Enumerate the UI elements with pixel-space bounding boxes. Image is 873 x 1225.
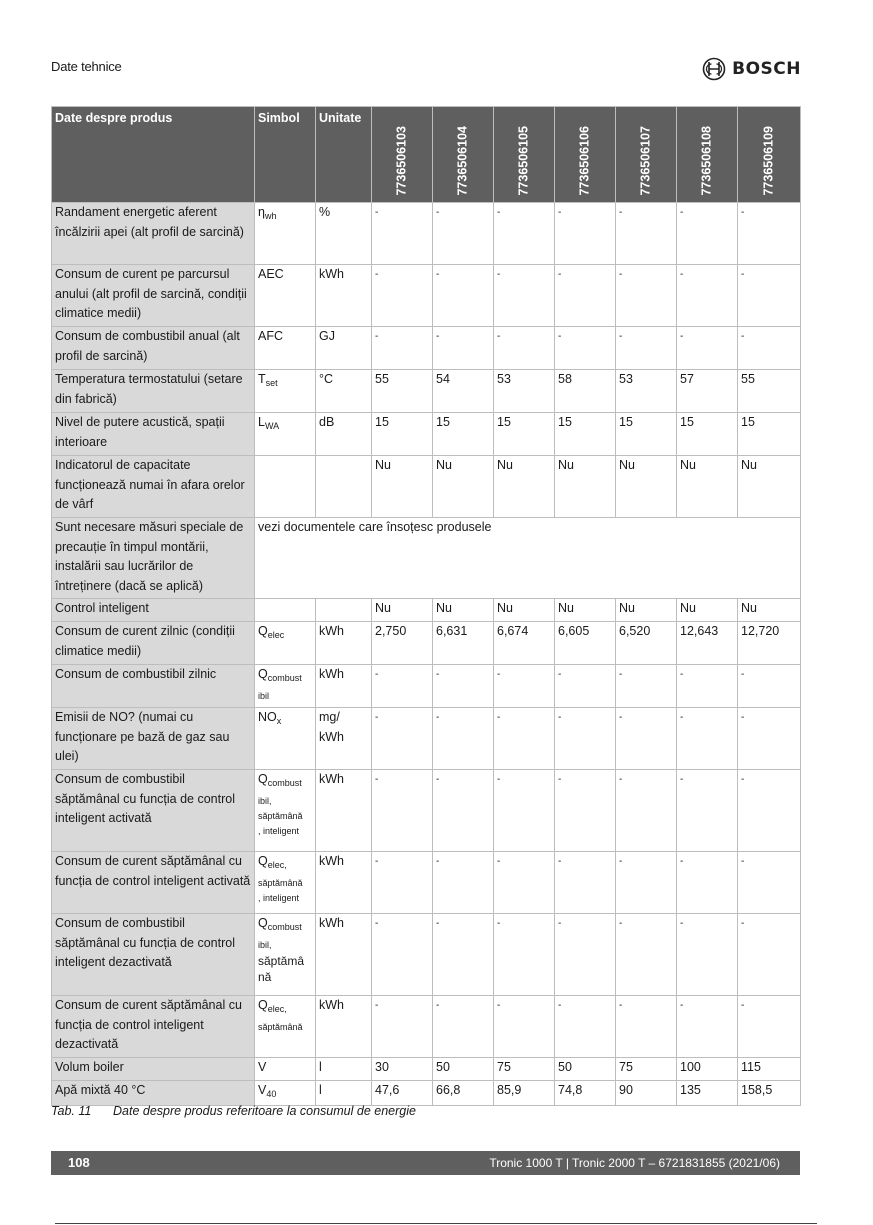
row-symbol [255,327,316,370]
table-row [52,327,801,370]
value-cell: 6,605 [555,622,616,665]
row-label: Consum de curent pe parcursul anului (alt profil de sarcină, condiții climatice medii) [52,265,255,327]
header-model: 7736506107 [616,107,677,203]
value-cell: 85,9 [494,1081,555,1106]
header-model: 7736506108 [677,107,738,203]
value-cell: - [433,914,494,996]
value-cell: - [433,665,494,708]
symbol-subscript: elec, [267,1004,287,1014]
section-title: Date tehnice [51,59,122,74]
header-model: 7736506106 [555,107,616,203]
table-caption [51,1104,416,1118]
value-cell: Nu [616,456,677,518]
value-cell: - [555,996,616,1058]
table-row [52,203,801,265]
symbol-subscript: elec, [267,860,287,870]
table-row [52,518,801,599]
table-row [52,265,801,327]
row-unit: mg/ kWh [316,708,372,770]
value-cell: - [738,265,801,327]
row-symbol [255,622,316,665]
symbol-subscript-line: săptămână [258,1021,303,1032]
value-cell: - [555,665,616,708]
table-row [52,914,801,996]
symbol-subscript: combust [267,673,302,683]
symbol-subscript: WA [264,421,280,431]
row-symbol [255,265,316,327]
value-cell: 55 [372,370,433,413]
value-cell: 74,8 [555,1081,616,1106]
value-cell: - [433,265,494,327]
row-unit: l [316,1058,372,1081]
row-unit: kWh [316,914,372,996]
value-cell: - [433,852,494,914]
symbol-subscript: x [276,716,282,726]
value-cell: - [555,203,616,265]
symbol-main: T [258,372,266,386]
table-row [52,456,801,518]
value-cell: - [372,265,433,327]
value-cell: - [555,327,616,370]
value-cell: Nu [433,456,494,518]
symbol-main: AEC [258,267,284,281]
symbol-main: L [258,415,265,429]
symbol-main: AFC [258,329,283,343]
value-cell: - [372,203,433,265]
value-cell: - [433,327,494,370]
table-row [52,665,801,708]
value-cell: Nu [372,456,433,518]
page-number: 108 [68,1155,90,1170]
value-cell: - [372,914,433,996]
value-cell: 50 [555,1058,616,1081]
symbol-subscript-line: , inteligent [258,825,300,836]
value-cell: Nu [677,456,738,518]
value-cell: 135 [677,1081,738,1106]
row-label: Randament energetic aferent încălzirii apei (alt profil de sarcină) [52,203,255,265]
table-row [52,599,801,622]
table-row [52,413,801,456]
table-row [52,770,801,852]
value-cell: - [738,770,801,852]
value-cell: 2,750 [372,622,433,665]
brand-name: BOSCH [732,59,801,79]
row-label: Consum de combustibil zilnic [52,665,255,708]
table-row [52,1058,801,1081]
table-row [52,852,801,914]
value-cell: - [555,265,616,327]
value-cell: - [738,996,801,1058]
symbol-main: Q [258,998,268,1012]
value-cell: - [494,327,555,370]
row-label: Sunt necesare măsuri speciale de precauție în timpul montării, instalării sau lucrărilor de întreținere (dacă se aplică) [52,518,255,599]
symbol-main: η [258,205,265,219]
row-symbol [255,852,316,914]
value-cell: - [555,852,616,914]
page-header [51,56,801,82]
symbol-subscript: set [265,378,278,388]
value-cell: - [494,203,555,265]
value-cell: - [372,708,433,770]
document-reference: Tronic 1000 T | Tronic 2000 T – 6721831855 (2021/06) [489,1156,780,1170]
symbol-subscript-line: , inteligent [258,892,300,903]
value-cell: - [616,996,677,1058]
value-cell: 58 [555,370,616,413]
row-symbol [255,996,316,1058]
row-label: Temperatura termostatului (setare din fabrică) [52,370,255,413]
value-cell: - [738,914,801,996]
row-unit: dB [316,413,372,456]
value-cell: 30 [372,1058,433,1081]
row-symbol [255,203,316,265]
value-cell: - [494,852,555,914]
row-unit: kWh [316,622,372,665]
row-symbol [255,456,316,518]
symbol-subscript-line: săptămâ [258,953,305,968]
value-cell: - [738,708,801,770]
value-cell: Nu [555,456,616,518]
row-unit: kWh [316,852,372,914]
value-cell: - [677,203,738,265]
value-cell: 75 [494,1058,555,1081]
value-cell: Nu [677,599,738,622]
value-cell: - [494,996,555,1058]
row-symbol [255,370,316,413]
symbol-subscript-line: ibil, [258,939,272,950]
value-cell: - [372,770,433,852]
value-cell: 53 [616,370,677,413]
value-cell: 115 [738,1058,801,1081]
row-label: Control inteligent [52,599,255,622]
row-label: Nivel de putere acustică, spații interioare [52,413,255,456]
value-cell: Nu [616,599,677,622]
value-cell: - [616,665,677,708]
value-cell: 12,643 [677,622,738,665]
row-label: Emisii de NO? (numai cu funcționare pe bază de gaz sau ulei) [52,708,255,770]
row-symbol [255,1058,316,1081]
value-cell: 57 [677,370,738,413]
value-cell: Nu [494,599,555,622]
row-unit: °C [316,370,372,413]
row-symbol [255,914,316,996]
value-cell: - [677,665,738,708]
header-model: 7736506103 [372,107,433,203]
caption-text: Date despre produs referitoare la consumul de energie [113,1104,416,1118]
value-cell: 12,720 [738,622,801,665]
value-cell: Nu [738,456,801,518]
product-data-table [51,106,801,1106]
row-label: Consum de combustibil anual (alt profil de sarcină) [52,327,255,370]
value-cell: 15 [494,413,555,456]
row-symbol [255,708,316,770]
value-cell: 6,674 [494,622,555,665]
symbol-main: Q [258,772,268,786]
value-cell: 66,8 [433,1081,494,1106]
symbol-main: Q [258,854,268,868]
value-cell: - [677,708,738,770]
value-cell: 15 [616,413,677,456]
row-unit [316,456,372,518]
row-unit: % [316,203,372,265]
value-cell: - [677,996,738,1058]
value-cell: Nu [555,599,616,622]
table-row [52,708,801,770]
header-symbol: Simbol [255,107,316,203]
value-cell: - [616,852,677,914]
value-cell: - [738,665,801,708]
value-cell: 90 [616,1081,677,1106]
value-cell: - [738,852,801,914]
value-cell: - [555,914,616,996]
value-cell: 55 [738,370,801,413]
value-cell: - [372,665,433,708]
symbol-subscript: elec [267,630,285,640]
value-cell: Nu [494,456,555,518]
row-label: Consum de combustibil săptămânal cu funcția de control inteligent dezactivată [52,914,255,996]
row-unit: kWh [316,996,372,1058]
bosch-logo [702,56,801,82]
header-model: 7736506104 [433,107,494,203]
row-symbol [255,665,316,708]
table-row [52,622,801,665]
value-cell: 54 [433,370,494,413]
value-cell: - [677,327,738,370]
value-cell: 15 [738,413,801,456]
value-cell: - [616,203,677,265]
header-unit: Unitate [316,107,372,203]
value-cell: 158,5 [738,1081,801,1106]
symbol-subscript: combust [267,778,302,788]
symbol-main: Q [258,667,268,681]
value-cell: 75 [616,1058,677,1081]
row-label: Consum de curent săptămânal cu funcția de control inteligent dezactivată [52,996,255,1058]
value-cell: - [616,327,677,370]
table-row [52,1081,801,1106]
value-cell: - [677,852,738,914]
value-cell: 6,631 [433,622,494,665]
value-cell: - [616,770,677,852]
page-footer [51,1151,800,1175]
value-cell: 47,6 [372,1081,433,1106]
value-cell: - [738,203,801,265]
row-unit: l [316,1081,372,1106]
row-label: Consum de curent săptămânal cu funcția de control inteligent activată [52,852,255,914]
value-cell: - [372,327,433,370]
symbol-subscript-line: săptămână [258,810,303,821]
value-cell: - [677,770,738,852]
bottom-divider [55,1223,817,1224]
value-cell: - [494,665,555,708]
value-cell: - [616,708,677,770]
symbol-main: NO [258,710,277,724]
value-cell: - [494,708,555,770]
row-unit [316,599,372,622]
value-cell: - [372,852,433,914]
value-cell: 15 [433,413,494,456]
table-header-row [52,107,801,203]
symbol-main: V [258,1083,267,1097]
table-row [52,370,801,413]
row-label: Apă mixtă 40 °C [52,1081,255,1106]
value-cell: 15 [555,413,616,456]
value-cell: - [494,914,555,996]
symbol-main: Q [258,916,268,930]
row-symbol [255,1081,316,1106]
row-label: Consum de curent zilnic (condiții climatice medii) [52,622,255,665]
symbol-subscript-line: nă [258,969,272,984]
value-cell: - [677,265,738,327]
row-unit: GJ [316,327,372,370]
symbol-subscript: combust [267,922,302,932]
header-model: 7736506109 [738,107,801,203]
value-cell: Nu [738,599,801,622]
row-label: Consum de combustibil săptămânal cu funcția de control inteligent activată [52,770,255,852]
value-cell: - [677,914,738,996]
value-cell: 53 [494,370,555,413]
merged-note: vezi documentele care însoțesc produsele [255,518,801,599]
header-model: 7736506105 [494,107,555,203]
row-symbol [255,599,316,622]
value-cell: - [494,265,555,327]
table-row [52,996,801,1058]
symbol-subscript: 40 [266,1089,277,1099]
value-cell: - [555,770,616,852]
value-cell: 6,520 [616,622,677,665]
header-product: Date despre produs [52,107,255,203]
value-cell: - [738,327,801,370]
value-cell: Nu [433,599,494,622]
value-cell: - [433,708,494,770]
row-unit: kWh [316,265,372,327]
symbol-subscript-line: ibil [258,690,270,701]
symbol-subscript: wh [264,211,277,221]
caption-number: Tab. 11 [51,1104,92,1118]
value-cell: - [616,914,677,996]
row-unit: kWh [316,770,372,852]
value-cell: 50 [433,1058,494,1081]
value-cell: - [494,770,555,852]
symbol-subscript-line: ibil, [258,795,272,806]
bosch-armature-icon [702,57,726,81]
value-cell: - [433,996,494,1058]
value-cell: - [433,203,494,265]
symbol-main: Q [258,624,268,638]
value-cell: - [433,770,494,852]
value-cell: 100 [677,1058,738,1081]
row-unit: kWh [316,665,372,708]
value-cell: 15 [677,413,738,456]
row-label: Indicatorul de capacitate funcționează numai în afara orelor de vârf [52,456,255,518]
value-cell: - [555,708,616,770]
value-cell: Nu [372,599,433,622]
row-label: Volum boiler [52,1058,255,1081]
value-cell: - [372,996,433,1058]
value-cell: 15 [372,413,433,456]
symbol-main: V [258,1060,267,1074]
value-cell: - [616,265,677,327]
row-symbol [255,770,316,852]
row-symbol [255,413,316,456]
symbol-subscript-line: săptămână [258,877,303,888]
